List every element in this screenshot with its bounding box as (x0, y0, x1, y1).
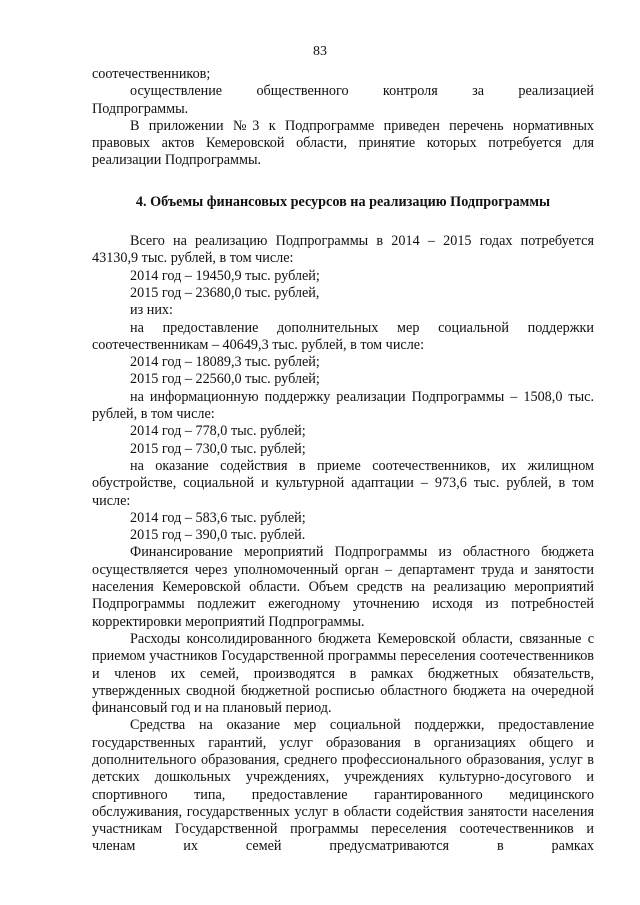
document-body (92, 66, 594, 856)
section-heading: 4. Объемы финансовых ресурсов на реализацию Подпрограммы (135, 193, 551, 210)
list-item: 2015 год – 730,0 тыс. рублей; (130, 440, 306, 457)
text-line: Подпрограммы. (92, 100, 189, 117)
paragraph: на оказание содействия в приеме соотечественников, их жилищном обустройстве, социальной и культурной адаптации – 973,6 тыс. рублей, в том числе: (92, 457, 594, 509)
list-item: 2014 год – 18089,3 тыс. рублей; (130, 354, 320, 371)
list-item: 2015 год – 390,0 тыс. рублей. (130, 527, 306, 544)
list-item: 2015 год – 22560,0 тыс. рублей; (130, 371, 320, 388)
paragraph: В приложении №3 к Подпрограмме приведен перечень нормативных правовых актов Кемеровской области, принятие которых потребуется для реализации Подпрограммы. (92, 117, 594, 169)
page-number: 83 (313, 44, 327, 59)
paragraph: Средства на оказание мер социальной поддержки, предоставление государственных гарантий, услуг образования в организациях общего и дополнительного образования, среднего профессионального образования, услуг в детских дошкольных учреждениях, учреждениях культурно-досугового и спортивного типа, предоставление гарантированного медицинского обслуживания, государственных услуг в области содействия занятости населения участникам Государственной программы переселения соотечественников и членам их семей предусматриваются в рамках (92, 717, 594, 855)
list-item: 2014 год – 19450,9 тыс. рублей; (130, 267, 320, 284)
paragraph: Финансирование мероприятий Подпрограммы из областного бюджета осуществляется через уполномоченный орган – департамент труда и занятости населения Кемеровской области. Объем средств на реализацию мероприятий Подпрограммы подлежит ежегодному уточнению исходя из потребностей корректировки мероприятий Подпрограммы. (92, 544, 594, 630)
list-item: 2014 год – 583,6 тыс. рублей; (130, 509, 306, 526)
list-item: из них: (130, 302, 173, 319)
paragraph: Всего на реализацию Подпрограммы в 2014 – 2015 годах потребуется 43130,9 тыс. рублей, в том числе: (92, 233, 594, 267)
paragraph: на предоставление дополнительных мер социальной поддержки соотечественникам – 40649,3 тыс. рублей, в том числе: (92, 319, 594, 353)
text-line: соотечественников; (92, 66, 211, 82)
list-item: 2014 год – 778,0 тыс. рублей; (130, 423, 306, 440)
list-item: 2015 год – 23680,0 тыс. рублей, (130, 284, 320, 301)
text-line: осуществление общественного контроля за реализацией (130, 83, 594, 100)
paragraph: Расходы консолидированного бюджета Кемеровской области, связанные с приемом участников Государственной программы переселения соотечественников и членов их семей, производятся в рамках бюджетных обязательств, утвержденных сводной бюджетной росписью областного бюджета на очередной финансовый год и на плановый период. (92, 630, 594, 717)
paragraph: на информационную поддержку реализации Подпрограммы – 1508,0 тыс. рублей, в том числе: (92, 388, 594, 423)
